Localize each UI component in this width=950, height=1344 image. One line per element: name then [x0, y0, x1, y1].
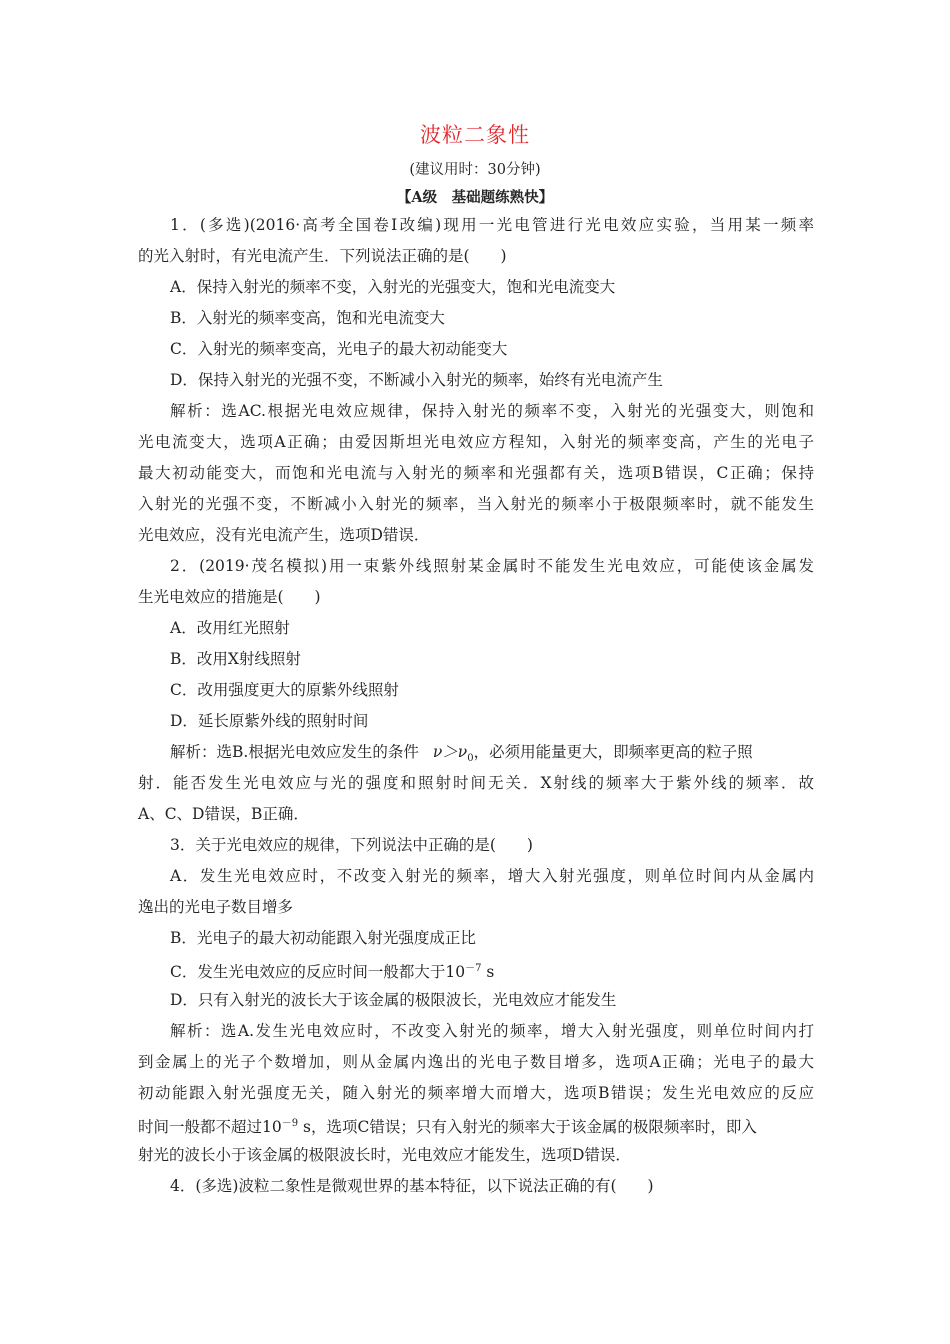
- question-1-stem-cont: 的光入射时，有光电流产生．下列说法正确的是( ): [138, 247, 507, 265]
- question-3-option-b: B．光电子的最大初动能跟入射光强度成正比: [170, 929, 476, 947]
- question-1-option-b: B．入射光的频率变高，饱和光电流变大: [170, 309, 445, 327]
- analysis-text: 时间一般都不超过10: [138, 1118, 282, 1137]
- question-4-stem: 4．(多选)波粒二象性是微观世界的基本特征，以下说法正确的有( ): [170, 1177, 654, 1195]
- unit: s: [481, 963, 495, 982]
- analysis-text-cont: s，选项C错误；只有入射光的频率大于该金属的极限频率时，即入: [298, 1118, 757, 1137]
- question-2-option-d: D．延长原紫外线的照射时间: [170, 712, 369, 730]
- subscript-zero: 0: [467, 753, 474, 765]
- section-heading: 【A级 基础题练熟快】: [396, 189, 554, 206]
- question-2-option-b: B．改用X射线照射: [170, 650, 301, 668]
- question-1-analysis: 解析：选AC.根据光电效应规律，保持入射光的频率不变，入射光的光强变大，则饱和: [170, 402, 814, 420]
- question-3-option-d: D．只有入射光的波长大于该金属的极限波长，光电效应才能发生: [170, 991, 617, 1009]
- option-c-text: C．发生光电效应的反应时间一般都大于10: [170, 963, 466, 982]
- question-3-analysis-cont: [138, 1113, 814, 1135]
- suggested-time: (建议用时：30分钟): [409, 162, 541, 178]
- question-1-option-c: C．入射光的频率变高，光电子的最大初动能变大: [170, 340, 508, 358]
- question-2-stem: 2．(2019·茂名模拟)用一束紫外线照射某金属时不能发生光电效应，可能使该金属发: [170, 557, 814, 575]
- question-3-analysis-cont: 初动能跟入射光强度无关，随入射光的频率增大而增大，选项B错误；发生光电效应的反应: [138, 1084, 814, 1102]
- question-2-option-a: A．改用红光照射: [170, 619, 290, 637]
- question-1-option-d: D．保持入射光的光强不变，不断减小入射光的频率，始终有光电流产生: [170, 371, 663, 389]
- question-3-analysis-end: 射光的波长小于该金属的极限波长时，光电效应才能发生，选项D错误．: [138, 1146, 631, 1164]
- question-3-option-a: A．发生光电效应时，不改变入射光的频率，增大入射光强度，则单位时间内从金属内: [170, 867, 814, 885]
- question-3-analysis-cont: 到金属上的光子个数增加，则从金属内逸出的光电子数目增多，选项A正确；光电子的最大: [138, 1053, 814, 1071]
- document-title: 波粒二象性: [420, 123, 530, 147]
- analysis-text-cont: ，必须用能量更大，即频率更高的粒子照: [473, 743, 753, 761]
- question-2-analysis-cont: 射．能否发生光电效应与光的强度和照射时间无关．X射线的频率大于紫外线的频率．故: [138, 774, 814, 792]
- question-1-analysis-end: 光电效应，没有光电流产生，选项D错误．: [138, 526, 430, 544]
- question-1-analysis-cont: 最大初动能变大，而饱和光电流与入射光的频率和光强都有关，选项B错误，C正确；保持: [138, 464, 814, 482]
- question-1-stem: 1．(多选)(2016·高考全国卷Ⅰ改编)现用一光电管进行光电效应实验，当用某一频率: [170, 216, 814, 234]
- question-2-stem-cont: 生光电效应的措施是( ): [138, 588, 321, 606]
- question-3-stem: 3．关于光电效应的规律，下列说法中正确的是( ): [170, 836, 533, 854]
- question-1-analysis-cont: 光电流变大，选项A正确；由爱因斯坦光电效应方程知，入射光的频率变高，产生的光电子: [138, 433, 814, 451]
- question-1-option-a: A．保持入射光的频率不变，入射光的光强变大，饱和光电流变大: [170, 278, 616, 296]
- question-3-option-c: [170, 958, 814, 980]
- analysis-text: 解析：选B.根据光电效应发生的条件: [170, 743, 419, 761]
- exponent: －7: [465, 963, 482, 974]
- question-2-option-c: C．改用强度更大的原紫外线照射: [170, 681, 399, 699]
- frequency-condition: ν＞ν: [432, 743, 468, 761]
- question-3-analysis: 解析：选A.发生光电效应时，不改变入射光的频率，增大入射光强度，则单位时间内打: [170, 1022, 814, 1040]
- exponent: －9: [281, 1118, 299, 1129]
- question-1-analysis-cont: 入射光的光强不变，不断减小入射光的频率，当入射光的频率小于极限频率时，就不能发生: [138, 495, 814, 513]
- question-3-option-a-cont: 逸出的光电子数目增多: [138, 898, 294, 916]
- question-2-analysis-end: A、C、D错误，B正确．: [138, 805, 309, 823]
- question-2-analysis: [170, 741, 814, 763]
